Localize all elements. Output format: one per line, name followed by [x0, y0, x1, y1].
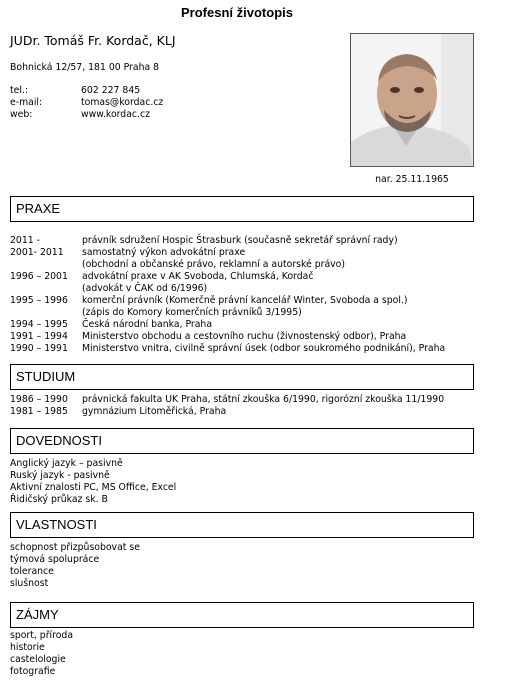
entry-year: [10, 259, 82, 271]
address: Bohnická 12/57, 181 00 Praha 8: [10, 62, 160, 73]
entry-year: 2011 -: [10, 235, 40, 246]
entry-year: 1991 – 1994: [10, 331, 68, 342]
portrait-illustration: [351, 34, 473, 166]
praxe-entry: [10, 271, 445, 283]
list-item: historie: [10, 642, 45, 653]
list-item: Ruský jazyk - pasivně: [10, 470, 110, 481]
entry-text: Česká národní banka, Praha: [82, 319, 213, 330]
entry-text: (obchodní a občanské právo, reklamní a autorské právo): [82, 259, 345, 270]
praxe-entry: [10, 295, 445, 307]
praxe-entry: [10, 343, 445, 355]
entry-text: advokátní praxe v AK Svoboda, Chlumská, Kordač: [82, 271, 314, 282]
praxe-entry: [10, 259, 445, 271]
list-item: schopnost přizpůsobovat se: [10, 542, 140, 553]
phone-label: tel.:: [10, 85, 29, 96]
person-name: JUDr. Tomáš Fr. Kordač, KLJ: [10, 33, 176, 48]
list-item: tolerance: [10, 566, 54, 577]
section-header-studium: STUDIUM: [10, 364, 474, 390]
entry-year: 1995 – 1996: [10, 295, 68, 306]
entry-text: Ministerstvo vnitra, civilně správní úsek (odbor soukromého podnikání), Praha: [82, 343, 446, 354]
entry-text: (advokát v ČAK od 6/1996): [82, 283, 208, 294]
contact-row-email: [10, 97, 163, 109]
entry-year: [10, 307, 82, 319]
entry-text: komerční právník (Komerčně právní kancelář Winter, Svoboda a spol.): [82, 295, 408, 306]
studium-list: [10, 394, 444, 418]
list-item: fotografie: [10, 666, 56, 677]
dovednosti-list: [10, 458, 176, 506]
phone-value: 602 227 845: [81, 85, 141, 96]
entry-text: (zápis do Komory komerčních právníků 3/1995): [82, 307, 302, 318]
praxe-entry: [10, 247, 445, 259]
list-item: castelologie: [10, 654, 66, 665]
portrait-photo: [350, 33, 474, 167]
entry-text: právnická fakulta UK Praha, státní zkouška 6/1990, rigorózní zkouška 11/1990: [82, 394, 445, 405]
praxe-entry: [10, 283, 445, 295]
list-item: Aktivní znalosti PC, MS Office, Excel: [10, 482, 177, 493]
entry-year: 1996 – 2001: [10, 271, 68, 282]
list-item: týmová spolupráce: [10, 554, 100, 565]
birth-date: nar. 25.11.1965: [375, 174, 449, 185]
list-item: sport, příroda: [10, 630, 74, 641]
entry-text: gymnázium Litoměřická, Praha: [82, 406, 227, 417]
section-header-vlastnosti: VLASTNOSTI: [10, 512, 474, 538]
entry-year: 1981 – 1985: [10, 406, 68, 417]
section-header-dovednosti: DOVEDNOSTI: [10, 428, 474, 454]
praxe-entry: [10, 319, 445, 331]
list-item: Anglický jazyk – pasivně: [10, 458, 123, 469]
email-label: e-mail:: [10, 97, 43, 108]
entry-year: 1986 – 1990: [10, 394, 68, 405]
entry-year: 1990 – 1991: [10, 343, 68, 354]
list-item: Řidičský průkaz sk. B: [10, 494, 108, 505]
contact-row-phone: [10, 85, 163, 97]
entry-year: 1994 – 1995: [10, 319, 68, 330]
studium-entry: [10, 394, 444, 406]
studium-entry: [10, 406, 444, 418]
entry-text: právník sdružení Hospic Štrasburk (současně sekretář správní rady): [82, 235, 398, 246]
section-header-praxe: PRAXE: [10, 196, 474, 222]
web-value: www.kordac.cz: [81, 109, 150, 120]
list-item: slušnost: [10, 578, 49, 589]
praxe-entry: [10, 235, 445, 247]
praxe-entry: [10, 307, 445, 319]
web-label: web:: [10, 109, 33, 120]
email-value: tomas@kordac.cz: [81, 97, 164, 108]
praxe-list: [10, 235, 445, 355]
zajmy-list: [10, 630, 73, 678]
praxe-entry: [10, 331, 445, 343]
entry-text: samostatný výkon advokátní praxe: [82, 247, 246, 258]
entry-text: Ministerstvo obchodu a cestovního ruchu (živnostenský odbor), Praha: [82, 331, 407, 342]
section-header-zajmy: ZÁJMY: [10, 602, 474, 628]
contact-row-web: [10, 109, 163, 121]
vlastnosti-list: [10, 542, 140, 590]
entry-year: [10, 283, 82, 295]
entry-year: 2001- 2011: [10, 247, 64, 258]
contact-info: [10, 85, 163, 121]
page-title: Profesní životopis: [181, 5, 293, 20]
